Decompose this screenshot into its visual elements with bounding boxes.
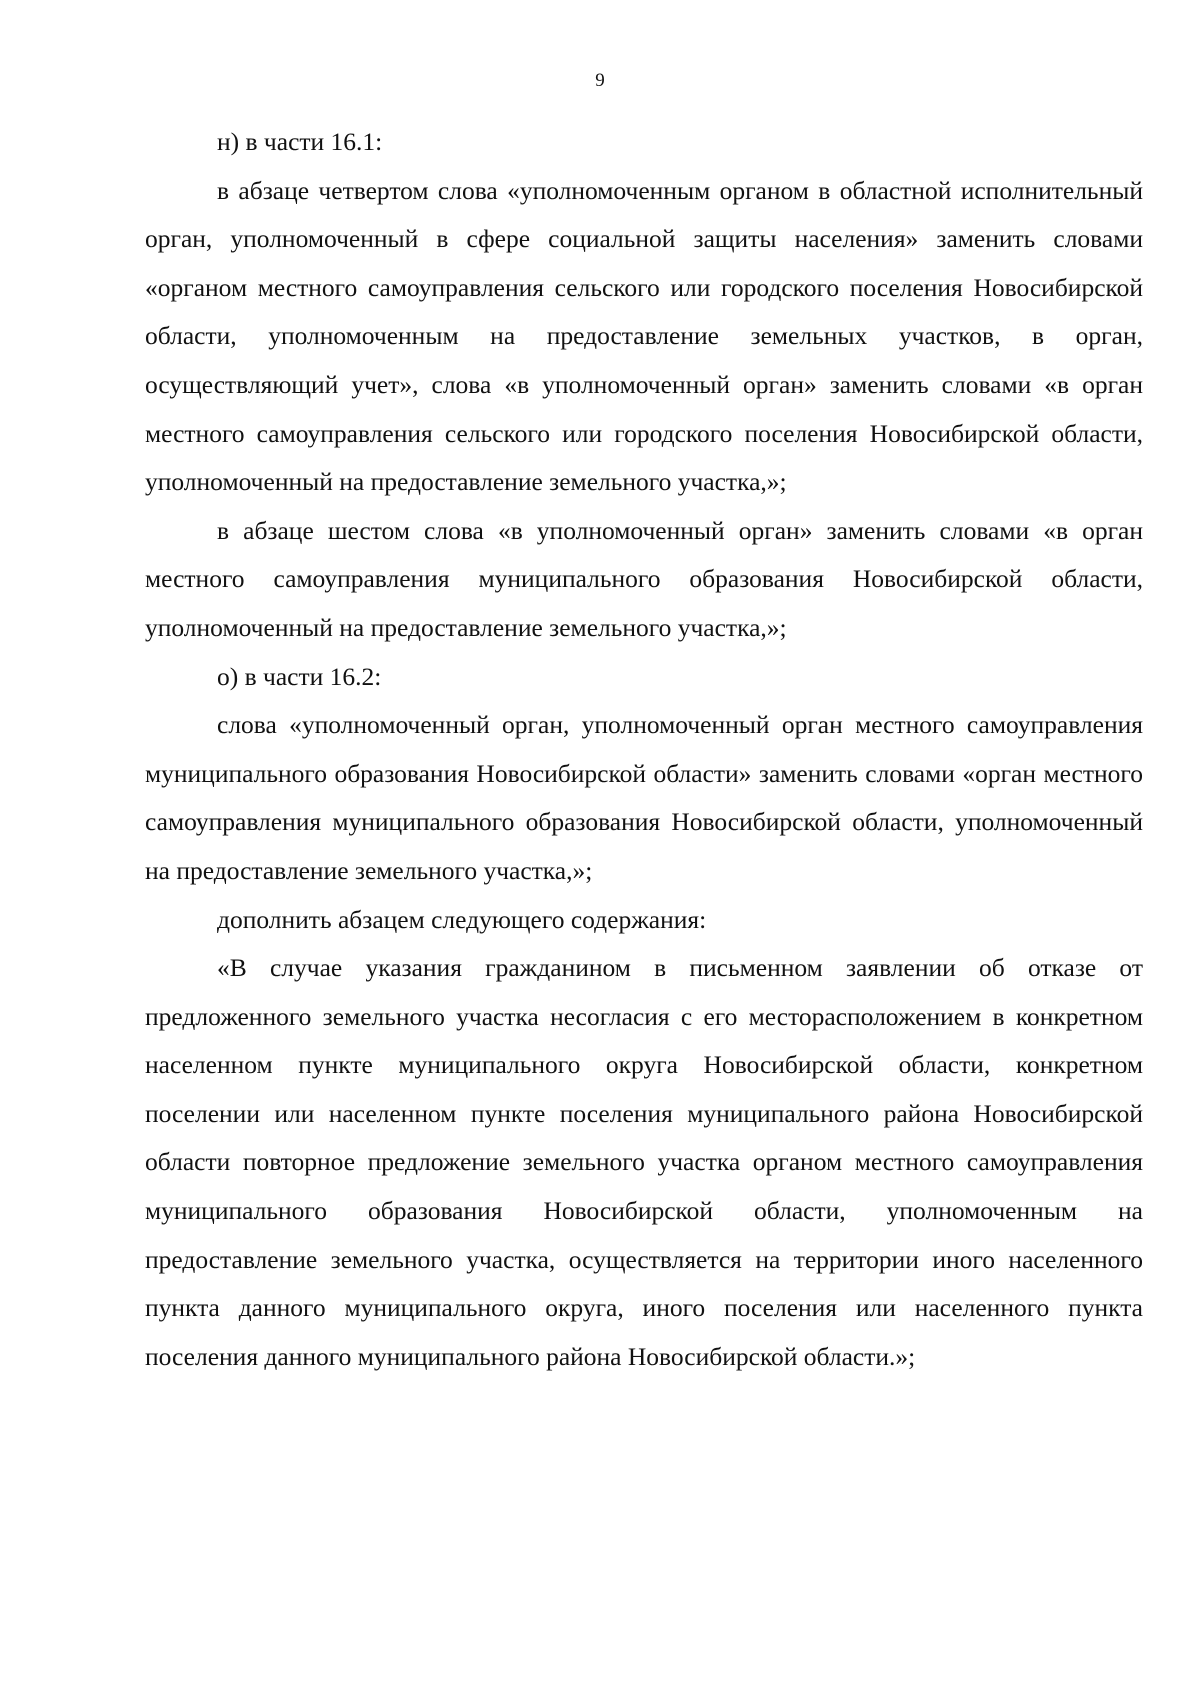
paragraph-add-intro: дополнить абзацем следующего содержания: (217, 904, 707, 934)
paragraph-new-text: «В случае указания гражданином в письменном заявлении об отказе от предложенного земельного участка несогласия с его месторасположением в конкретном населенном пункте муниципального округа Новосибирской области, конкретном поселении или населенном пункте поселения муниципального района Новосибирской области повторное предложение земельного участка органом местного самоуправления муниципального образования Новосибирской области, уполномоченным на предоставление земельного участка, осуществляется на территории иного населенного пункта данного муниципального округа, иного поселения или населенного пункта поселения данного муниципального района Новосибирской области.»; (145, 953, 1143, 1371)
page-number: 9 (595, 70, 605, 91)
paragraph-replace-words: слова «уполномоченный орган, уполномоченный орган местного самоуправления муниципального образования Новосибирской области» заменить словами «орган местного самоуправления муниципального образования Новосибирской области, уполномоченный на предоставление земельного участка,»; (145, 710, 1143, 885)
paragraph-amendment-4th: в абзаце четвертом слова «уполномоченным органом в областной исполнительный орган, уполномоченный в сфере социальной защиты населения» заменить словами «органом местного самоуправления сельского или городского поселения Новосибирской области, уполномоченным на предоставление земельных участков, в орган, осуществляющий учет», слова «в уполномоченный орган» заменить словами «в орган местного самоуправления сельского или городского поселения Новосибирской области, уполномоченный на предоставление земельного участка,»; (145, 175, 1143, 497)
subitem-o-heading: о) в части 16.2: (217, 661, 382, 691)
subitem-n-heading: н) в части 16.1: (217, 127, 383, 156)
document-body (145, 118, 1143, 1381)
paragraph-amendment-6th: в абзаце шестом слова «в уполномоченный орган» заменить словами «в орган местного самоуправления муниципального образования Новосибирской области, уполномоченный на предоставление земельного участка,»; (145, 515, 1143, 642)
